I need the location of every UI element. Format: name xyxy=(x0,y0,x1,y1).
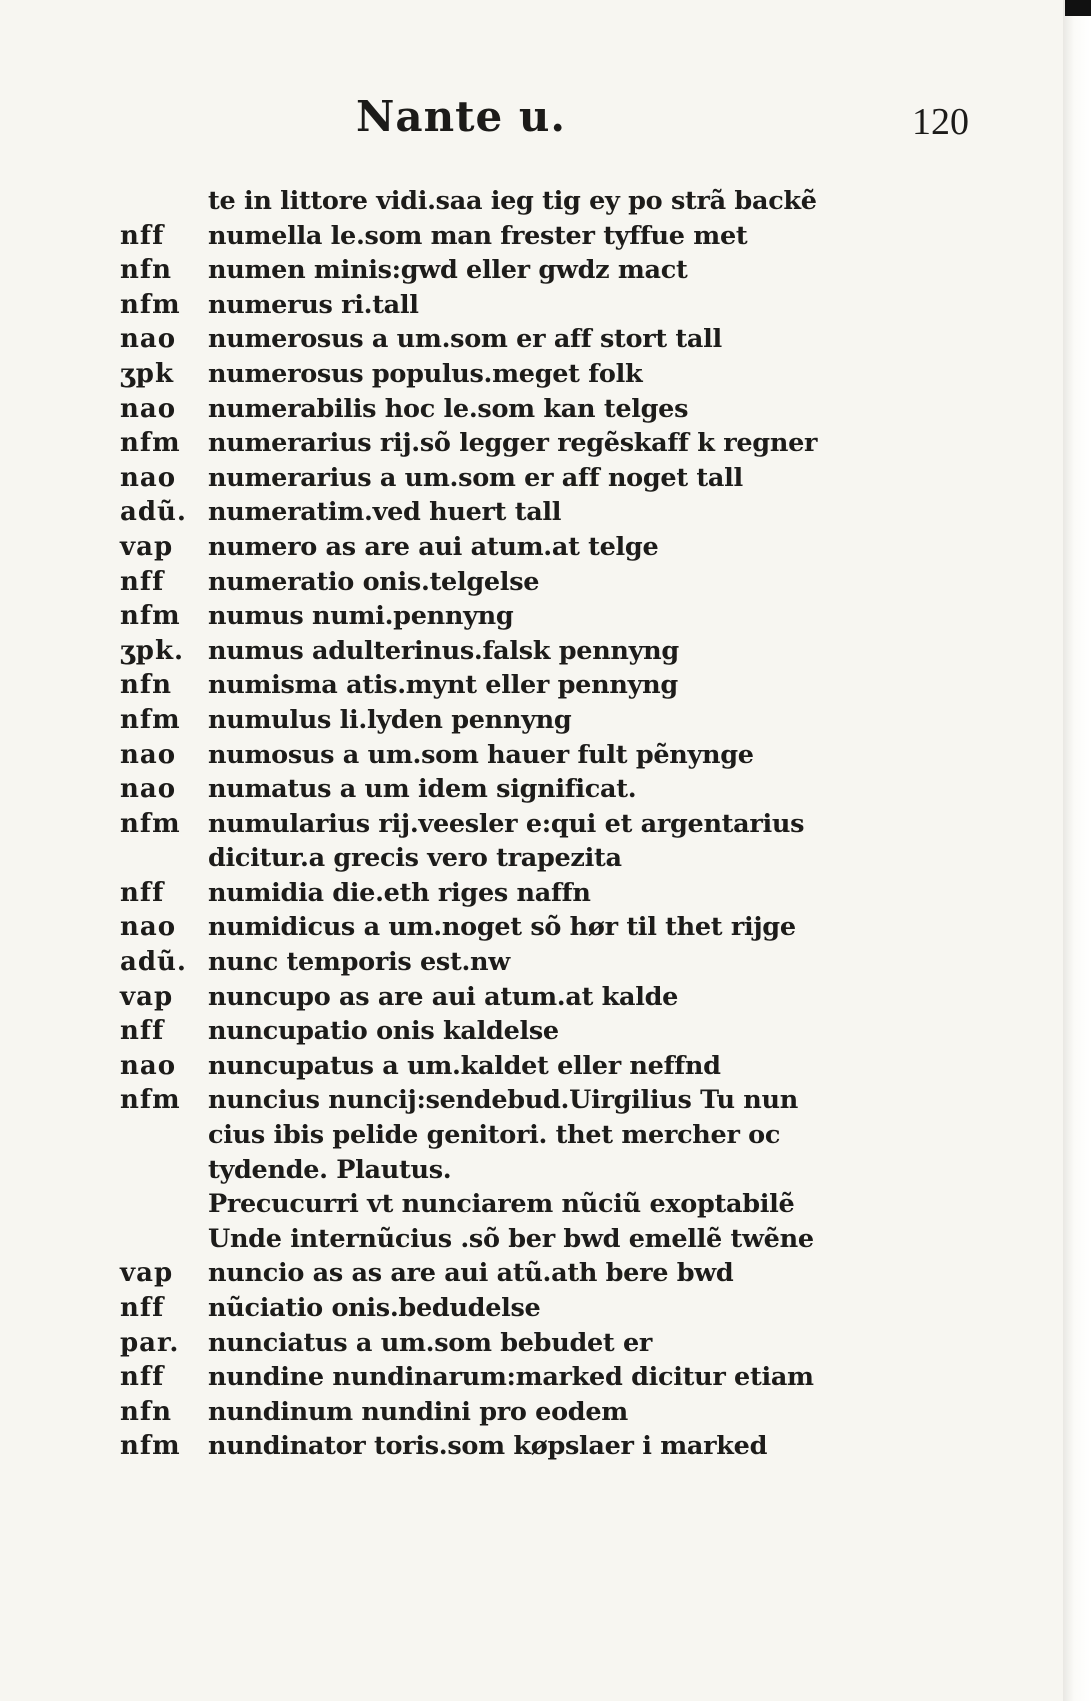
dictionary-entry xyxy=(120,843,880,878)
entry-text: te in littore vidi.saa ieg tig ey po strã backẽ xyxy=(208,186,817,216)
entry-text: numeratio onis.telgelse xyxy=(208,566,540,597)
grammar-code: nff xyxy=(120,1016,165,1047)
entry-text: numerus ri.tall xyxy=(208,289,419,320)
entry-text: numerarius a um.som er aff noget tall xyxy=(208,462,743,493)
dictionary-entry xyxy=(120,290,880,325)
entry-text: numularius rij.veesler e:qui et argentarius xyxy=(208,808,805,839)
grammar-code: par. xyxy=(120,1327,180,1358)
dictionary-entry xyxy=(120,878,880,913)
dictionary-entry xyxy=(120,255,880,290)
entry-text: nũciatio onis.bedudelse xyxy=(208,1293,541,1323)
dictionary-entry xyxy=(120,1293,880,1328)
grammar-code: nfm xyxy=(120,808,181,839)
entry-text: numerosus a um.som er aff stort tall xyxy=(208,324,722,355)
dictionary-entry xyxy=(120,601,880,636)
grammar-code: nff xyxy=(120,1362,165,1393)
entry-text: nuncupo as are aui atum.at kalde xyxy=(208,981,679,1012)
grammar-code: nfn xyxy=(120,670,172,701)
entry-text: numidicus a um.noget sõ hør til thet rijge xyxy=(208,912,796,943)
entry-text: numella le.som man frester tyffue met xyxy=(208,220,748,251)
dictionary-entry xyxy=(120,567,880,602)
dictionary-entry xyxy=(120,670,880,705)
dictionary-entry xyxy=(120,221,880,256)
dictionary-entry xyxy=(120,912,880,947)
grammar-code: vap xyxy=(120,531,174,562)
entry-text: numus adulterinus.falsk pennyng xyxy=(208,635,679,666)
entry-text: numero as are aui atum.at telge xyxy=(208,531,659,562)
dictionary-entry xyxy=(120,1189,880,1224)
dictionary-entry xyxy=(120,463,880,498)
dictionary-entry xyxy=(120,1328,880,1363)
entry-text: numerarius rij.sõ legger regẽskaff k regner xyxy=(208,428,818,459)
entry-text: nunciatus a um.som bebudet er xyxy=(208,1327,653,1358)
grammar-code: nao xyxy=(120,739,177,770)
page-number: 120 xyxy=(912,101,969,143)
grammar-code: nff xyxy=(120,1293,165,1323)
dictionary-entry xyxy=(120,774,880,809)
dictionary-entry xyxy=(120,1397,880,1432)
dictionary-entry xyxy=(120,1155,880,1190)
dictionary-entry xyxy=(120,428,880,463)
grammar-code: nfm xyxy=(120,289,181,320)
grammar-code: nff xyxy=(120,877,165,908)
grammar-code: ʒpk. xyxy=(120,635,185,666)
grammar-code: nao xyxy=(120,393,177,424)
entry-text: nunc temporis est.nw xyxy=(208,947,510,978)
grammar-code: nfm xyxy=(120,601,181,632)
entry-text: numatus a um idem significat. xyxy=(208,774,637,805)
page-edge xyxy=(1063,0,1091,1701)
entry-text: dicitur.a grecis vero trapezita xyxy=(208,843,622,874)
entry-text: numerosus populus.meget folk xyxy=(208,358,643,389)
dictionary-entries xyxy=(120,186,880,1466)
entry-text: numen minis:gwd eller gwdz mact xyxy=(208,255,688,286)
entry-text: numisma atis.mynt eller pennyng xyxy=(208,670,678,701)
entry-text: nundinum nundini pro eodem xyxy=(208,1396,628,1427)
dictionary-entry xyxy=(120,809,880,844)
dictionary-entry xyxy=(120,947,880,982)
dictionary-entry xyxy=(120,1362,880,1397)
dictionary-entry xyxy=(120,1258,880,1293)
dictionary-entry xyxy=(120,740,880,775)
dictionary-entry xyxy=(120,705,880,740)
dictionary-entry xyxy=(120,1085,880,1120)
grammar-code: ʒpk xyxy=(120,358,174,389)
grammar-code: nfn xyxy=(120,255,172,286)
entry-text: numerabilis hoc le.som kan telges xyxy=(208,393,689,424)
entry-text: nuncupatio onis kaldelse xyxy=(208,1016,559,1047)
dictionary-entry xyxy=(120,636,880,671)
entry-text: nundine nundinarum:marked dicitur etiam xyxy=(208,1362,814,1393)
dictionary-entry xyxy=(120,1224,880,1259)
grammar-code: vap xyxy=(120,981,174,1012)
dictionary-entry xyxy=(120,497,880,532)
grammar-code: nfm xyxy=(120,1431,181,1462)
entry-text: nundinator toris.som køpslaer i marked xyxy=(208,1431,768,1462)
dictionary-entry xyxy=(120,1120,880,1155)
entry-text: Unde internũcius .sõ ber bwd emellẽ twẽne xyxy=(208,1223,814,1254)
entry-text: tydende. Plautus. xyxy=(208,1154,452,1185)
entry-text: nuncius nuncij:sendebud.Uirgilius Tu nun xyxy=(208,1085,799,1116)
entry-text: numosus a um.som hauer fult pẽnynge xyxy=(208,739,754,770)
entry-text: numeratim.ved huert tall xyxy=(208,497,562,528)
scan-edge-mark xyxy=(1065,0,1091,16)
grammar-code: nfn xyxy=(120,1396,172,1427)
dictionary-entry xyxy=(120,1431,880,1466)
dictionary-entry xyxy=(120,982,880,1017)
dictionary-entry xyxy=(120,1016,880,1051)
grammar-code: nfm xyxy=(120,704,181,735)
dictionary-entry xyxy=(120,1051,880,1086)
dictionary-entry xyxy=(120,324,880,359)
grammar-code: nfm xyxy=(120,1085,181,1116)
grammar-code: nff xyxy=(120,566,165,597)
entry-text: nuncio as as are aui atũ.ath bere bwd xyxy=(208,1258,734,1289)
dictionary-entry xyxy=(120,532,880,567)
grammar-code: nfm xyxy=(120,428,181,459)
grammar-code: nao xyxy=(120,1050,177,1081)
entry-text: nuncupatus a um.kaldet eller neffnd xyxy=(208,1050,721,1081)
dictionary-entry xyxy=(120,394,880,429)
grammar-code: adũ. xyxy=(120,947,187,978)
dictionary-entry xyxy=(120,186,880,221)
dictionary-entry xyxy=(120,359,880,394)
entry-text: numulus li.lyden pennyng xyxy=(208,704,572,735)
entry-text: numidia die.eth riges naffn xyxy=(208,877,591,908)
grammar-code: adũ. xyxy=(120,497,187,528)
entry-text: cius ibis pelide genitori. thet mercher oc xyxy=(208,1120,781,1151)
grammar-code: vap xyxy=(120,1258,174,1289)
entry-text: numus numi.pennyng xyxy=(208,601,514,632)
grammar-code: nao xyxy=(120,774,177,805)
grammar-code: nao xyxy=(120,912,177,943)
grammar-code: nff xyxy=(120,220,165,251)
running-header-title: Nante u. xyxy=(356,92,567,141)
grammar-code: nao xyxy=(120,324,177,355)
entry-text: Precucurri vt nunciarem nũciũ exoptabilẽ xyxy=(208,1189,795,1220)
grammar-code: nao xyxy=(120,462,177,493)
